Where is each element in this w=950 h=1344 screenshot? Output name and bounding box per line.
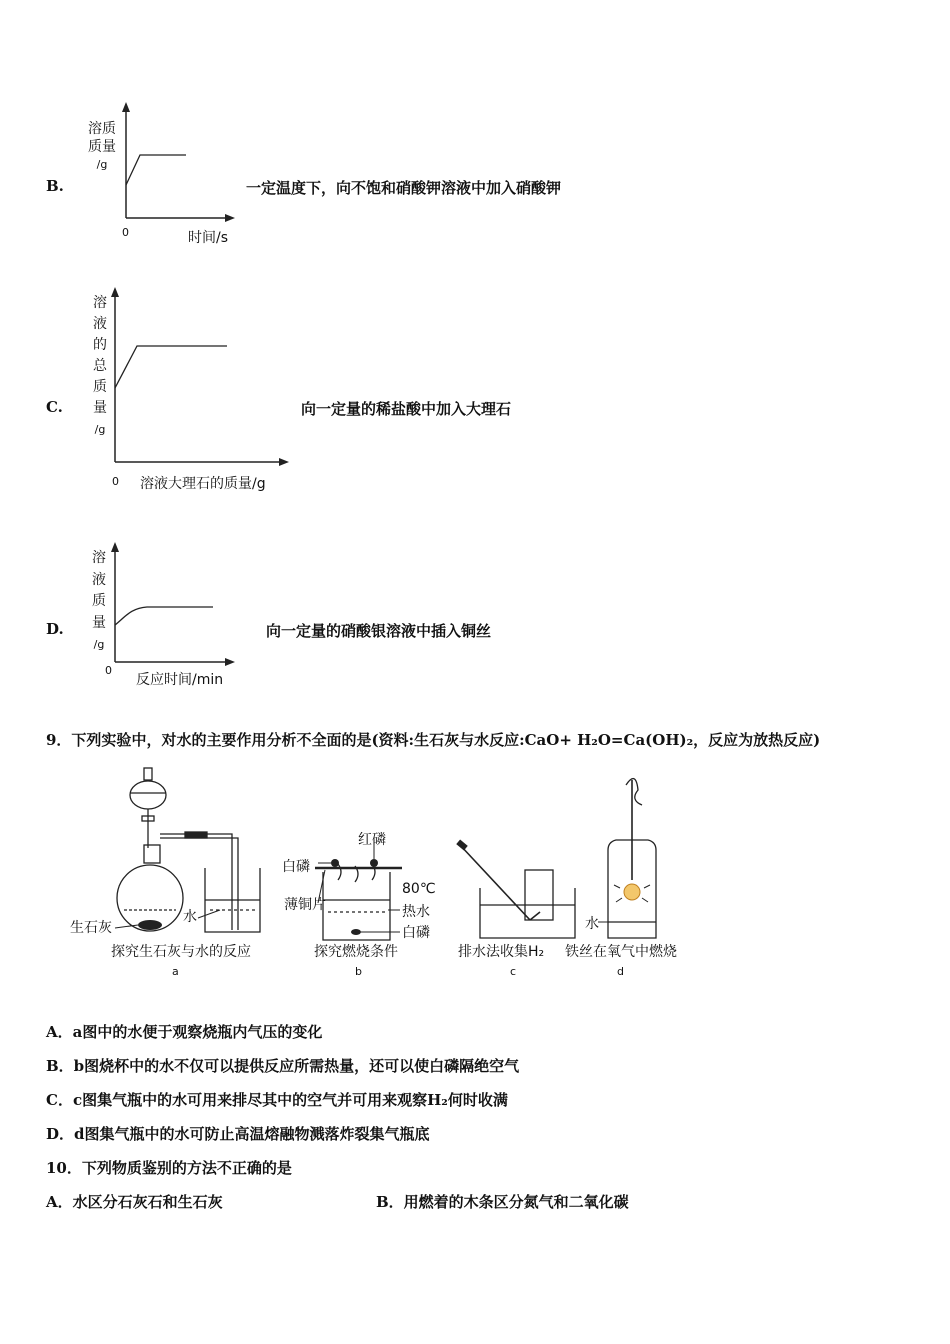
option-c-text: 向一定量的稀盐酸中加入大理石 bbox=[301, 400, 512, 418]
graph-d-xlabel: 反应时间/min bbox=[136, 672, 224, 688]
caption-a: 探究生石灰与水的反应 bbox=[111, 944, 251, 960]
label-temp: 80℃ bbox=[402, 881, 436, 897]
graph-c-origin: 0 bbox=[112, 475, 119, 488]
ylabel-char: 溶 bbox=[92, 550, 106, 566]
lime-lump bbox=[138, 920, 162, 930]
q9-option-a: A．a图中的水便于观察烧瓶内气压的变化 bbox=[46, 1023, 323, 1041]
caption-c: 排水法收集H₂ bbox=[458, 944, 545, 960]
ylabel-line: 溶质 bbox=[88, 121, 116, 137]
gas-tube bbox=[460, 845, 530, 920]
q9-option-b: B．b图烧杯中的水不仅可以提供反应所需热量，还可以使白磷隔绝空气 bbox=[46, 1057, 520, 1075]
q10-stem: 10．下列物质鉴别的方法不正确的是 bbox=[46, 1159, 292, 1177]
graph-c-svg bbox=[95, 285, 305, 475]
label-water-a: 水 bbox=[183, 909, 197, 925]
white-phosphorus-top bbox=[331, 859, 339, 867]
q9-option-c: C．c图集气瓶中的水可用来排尽其中的空气并可用来观察H₂何时收满 bbox=[46, 1091, 508, 1109]
caption-d: 铁丝在氧气中燃烧 bbox=[565, 944, 677, 960]
label-hot-water: 热水 bbox=[402, 904, 430, 920]
y-axis-arrow bbox=[111, 542, 119, 552]
option-d-text: 向一定量的硝酸银溶液中插入铜丝 bbox=[266, 622, 492, 640]
letter-c: c bbox=[510, 965, 517, 978]
x-axis-arrow bbox=[225, 658, 235, 666]
trough bbox=[480, 888, 575, 938]
q9-stem: 9．下列实验中，对水的主要作用分析不全面的是(资料:生石灰与水反应:CaO+ H₂O=Ca(OH)₂，反应为放热反应) bbox=[46, 731, 821, 749]
letter-b: b bbox=[355, 965, 362, 978]
rubber-tube bbox=[185, 832, 207, 838]
label-white-p-bottom: 白磷 bbox=[402, 925, 430, 941]
graph-c-xlabel: 溶液大理石的质量/g bbox=[140, 476, 266, 492]
x-axis-arrow bbox=[225, 214, 235, 222]
white-phosphorus-bottom bbox=[351, 929, 361, 935]
graph-d-ylabel bbox=[88, 548, 110, 656]
graph-d-svg bbox=[95, 540, 245, 670]
steam bbox=[338, 864, 375, 882]
graph-c-curve bbox=[115, 346, 227, 388]
x-axis-arrow bbox=[279, 458, 289, 466]
graph-b-origin: 0 bbox=[122, 226, 129, 239]
y-axis-arrow bbox=[122, 102, 130, 112]
flask-neck bbox=[144, 845, 160, 863]
ylabel-char: 的 bbox=[93, 337, 107, 353]
delivery-tube bbox=[160, 838, 238, 930]
ylabel-char: 液 bbox=[93, 316, 107, 332]
y-axis-arrow bbox=[111, 287, 119, 297]
letter-d: d bbox=[617, 965, 624, 978]
label-white-p-top: 白磷 bbox=[282, 859, 310, 875]
graph-d-origin: 0 bbox=[105, 664, 112, 677]
ylabel-char: 溶 bbox=[93, 295, 107, 311]
funnel-stopper bbox=[144, 768, 152, 780]
graph-d-curve bbox=[115, 607, 213, 625]
ylabel-char: 质 bbox=[92, 593, 106, 609]
ylabel-char: /g bbox=[94, 423, 106, 436]
ylabel-line: 质量 bbox=[88, 139, 116, 155]
tube-stopper bbox=[456, 839, 468, 850]
label-water-d: 水 bbox=[585, 916, 599, 932]
water-a-leader bbox=[198, 910, 220, 918]
graph-c-ylabel bbox=[89, 293, 111, 440]
letter-a: a bbox=[172, 965, 179, 978]
ylabel-char: 质 bbox=[93, 379, 107, 395]
ylabel-char: 总 bbox=[93, 358, 107, 374]
ylabel-line: /g bbox=[96, 158, 108, 171]
gas-tube-end bbox=[530, 912, 540, 920]
ylabel-char: 液 bbox=[92, 571, 106, 588]
match-holder bbox=[626, 779, 642, 805]
graph-b-ylabel bbox=[88, 120, 116, 174]
option-letter-b: B. bbox=[46, 177, 64, 195]
option-b-text: 一定温度下，向不饱和硝酸钾溶液中加入硝酸钾 bbox=[246, 179, 562, 197]
option-letter-c: C. bbox=[46, 398, 63, 416]
funnel-bulb bbox=[130, 781, 166, 809]
caption-b: 探究燃烧条件 bbox=[314, 944, 398, 960]
ylabel-char: /g bbox=[93, 638, 105, 651]
graph-b-xlabel: 时间/s bbox=[188, 230, 229, 246]
option-letter-d: D. bbox=[46, 620, 64, 638]
ylabel-char: 量 bbox=[93, 400, 107, 416]
q10-option-a: A．水区分石灰石和生石灰 bbox=[46, 1193, 223, 1211]
label-copper: 薄铜片 bbox=[284, 897, 326, 913]
graph-b-curve bbox=[126, 155, 186, 185]
ylabel-char: 量 bbox=[92, 614, 106, 631]
label-red-p: 红磷 bbox=[358, 832, 386, 848]
q10-option-b: B．用燃着的木条区分氮气和二氧化碳 bbox=[376, 1193, 629, 1211]
label-lime: 生石灰 bbox=[70, 920, 112, 936]
spark bbox=[624, 884, 640, 900]
red-phosphorus bbox=[370, 859, 378, 867]
q9-option-d: D．d图集气瓶中的水可防止高温熔融物溅落炸裂集气瓶底 bbox=[46, 1125, 430, 1143]
